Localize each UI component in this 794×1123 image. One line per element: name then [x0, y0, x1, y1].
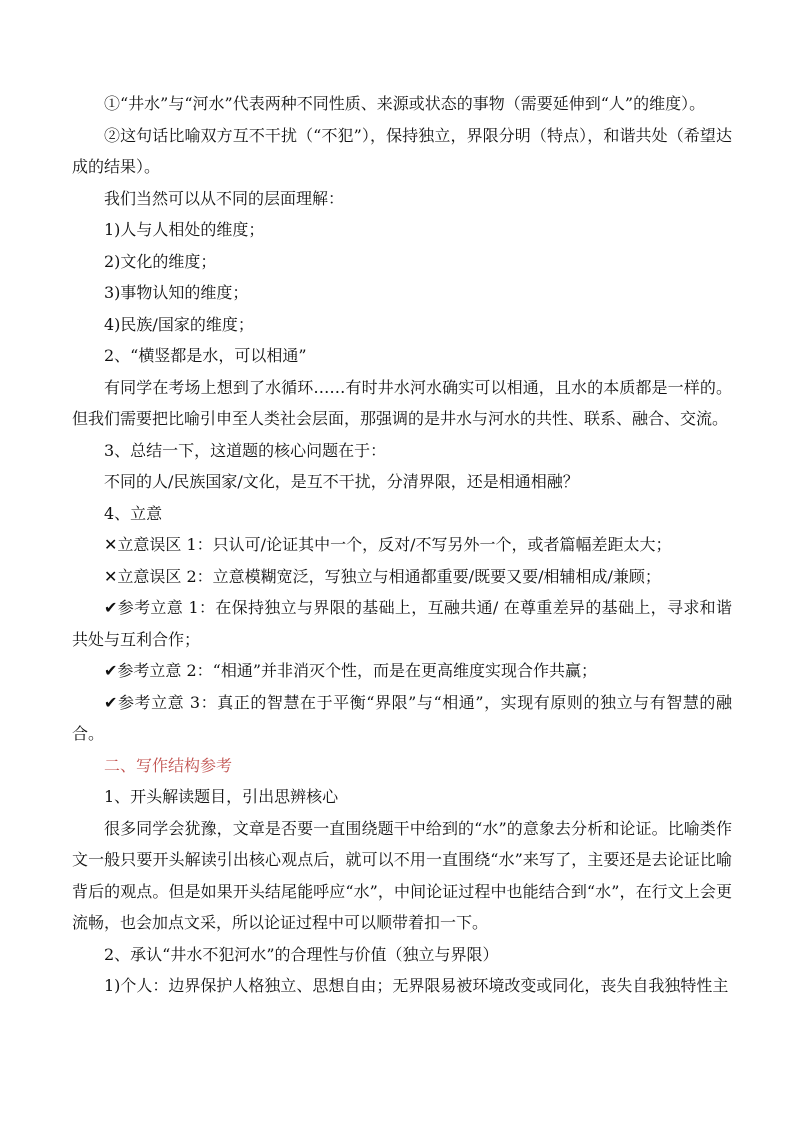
- section-heading-writing-structure: 二、写作结构参考: [104, 755, 233, 775]
- paragraph-individual: 1)个人：边界保护人格独立、思想自由；无界限易被环境改变或同化，丧失自我独特性主: [104, 976, 729, 995]
- check-icon: ✔: [104, 692, 118, 712]
- paragraph-2: ②这句话比喻双方互不干扰（“不犯”），保持独立，界限分明（特点），和谐共处（希望达成的结果）。: [72, 125, 732, 176]
- cross-icon: ✕: [104, 566, 118, 586]
- section-point-3: 3、总结一下，这道题的核心问题在于：: [104, 440, 387, 460]
- document-page: [72, 88, 732, 1002]
- reference-idea-1: [72, 592, 732, 655]
- list-item-2: 2)文化的维度；: [104, 251, 217, 271]
- list-item-1: 1)人与人相处的维度；: [104, 220, 265, 239]
- paragraph-3: 我们当然可以从不同的层面理解：: [104, 188, 345, 208]
- paragraph-1: ①“井水”与“河水”代表两种不同性质、来源或状态的事物（需要延伸到“人”的维度）。: [104, 94, 706, 113]
- reference-idea-1-text: 参考立意 1：在保持独立与界限的基础上，互融共通/ 在尊重差异的基础上，寻求和谐共处与互利合作；: [72, 598, 732, 649]
- misconception-2: [72, 561, 732, 593]
- reference-idea-3-text: 参考立意 3：真正的智慧在于平衡“界限”与“相通”，实现有原则的独立与有智慧的融合。: [72, 692, 732, 743]
- reference-idea-3: [72, 687, 732, 750]
- structure-point-1: 1、开头解读题目，引出思辨核心: [104, 787, 339, 806]
- reference-idea-2: [72, 655, 732, 687]
- cross-icon: ✕: [104, 535, 118, 554]
- section-point-4: 4、立意: [104, 503, 163, 523]
- paragraph-water-cycle: 有同学在考场上想到了水循环……有时井水河水确实可以相通，且水的本质都是一样的。但我们需要把比喻引申至人类社会层面，那强调的是井水与河水的共性、联系、融合、交流。: [72, 377, 732, 428]
- reference-idea-2-text: 参考立意 2：“相通”并非消灭个性，而是在更高维度实现合作共赢；: [117, 661, 598, 680]
- list-item-3: 3)事物认知的维度；: [104, 283, 249, 302]
- check-icon: ✔: [104, 598, 118, 617]
- check-icon: ✔: [104, 661, 118, 680]
- section-point-2: 2、“横竖都是水，可以相通”: [104, 346, 307, 365]
- misconception-1-text: 立意误区 1：只认可/论证其中一个，反对/不写另外一个，或者篇幅差距太大；: [117, 535, 672, 554]
- paragraph-metaphor-writing: 很多同学会犹豫，文章是否要一直围绕题干中给到的“水”的意象去分析和论证。比喻类作文一般只要开头解读引出核心观点后，就可以不用一直围绕“水”来写了，主要还是去论证比喻背后的观点。但是如果开头结尾能呼应“水”，中间论证过程中也能结合到“水”，在行文上会更流畅，也会加点文采，所以论证过程中可以顺带着扣一下。: [72, 818, 732, 932]
- core-question: 不同的人/民族国家/文化，是互不干扰，分清界限，还是相通相融？: [104, 472, 579, 491]
- misconception-2-text: 立意误区 2：立意模糊宽泛，写独立与相通都重要/既要又要/相辅相成/兼顾；: [117, 566, 661, 586]
- structure-point-2: 2、承认“井水不犯河水”的合理性与价值（独立与界限）: [104, 944, 499, 964]
- list-item-4: 4)民族/国家的维度；: [104, 314, 254, 334]
- misconception-1: [72, 529, 732, 561]
